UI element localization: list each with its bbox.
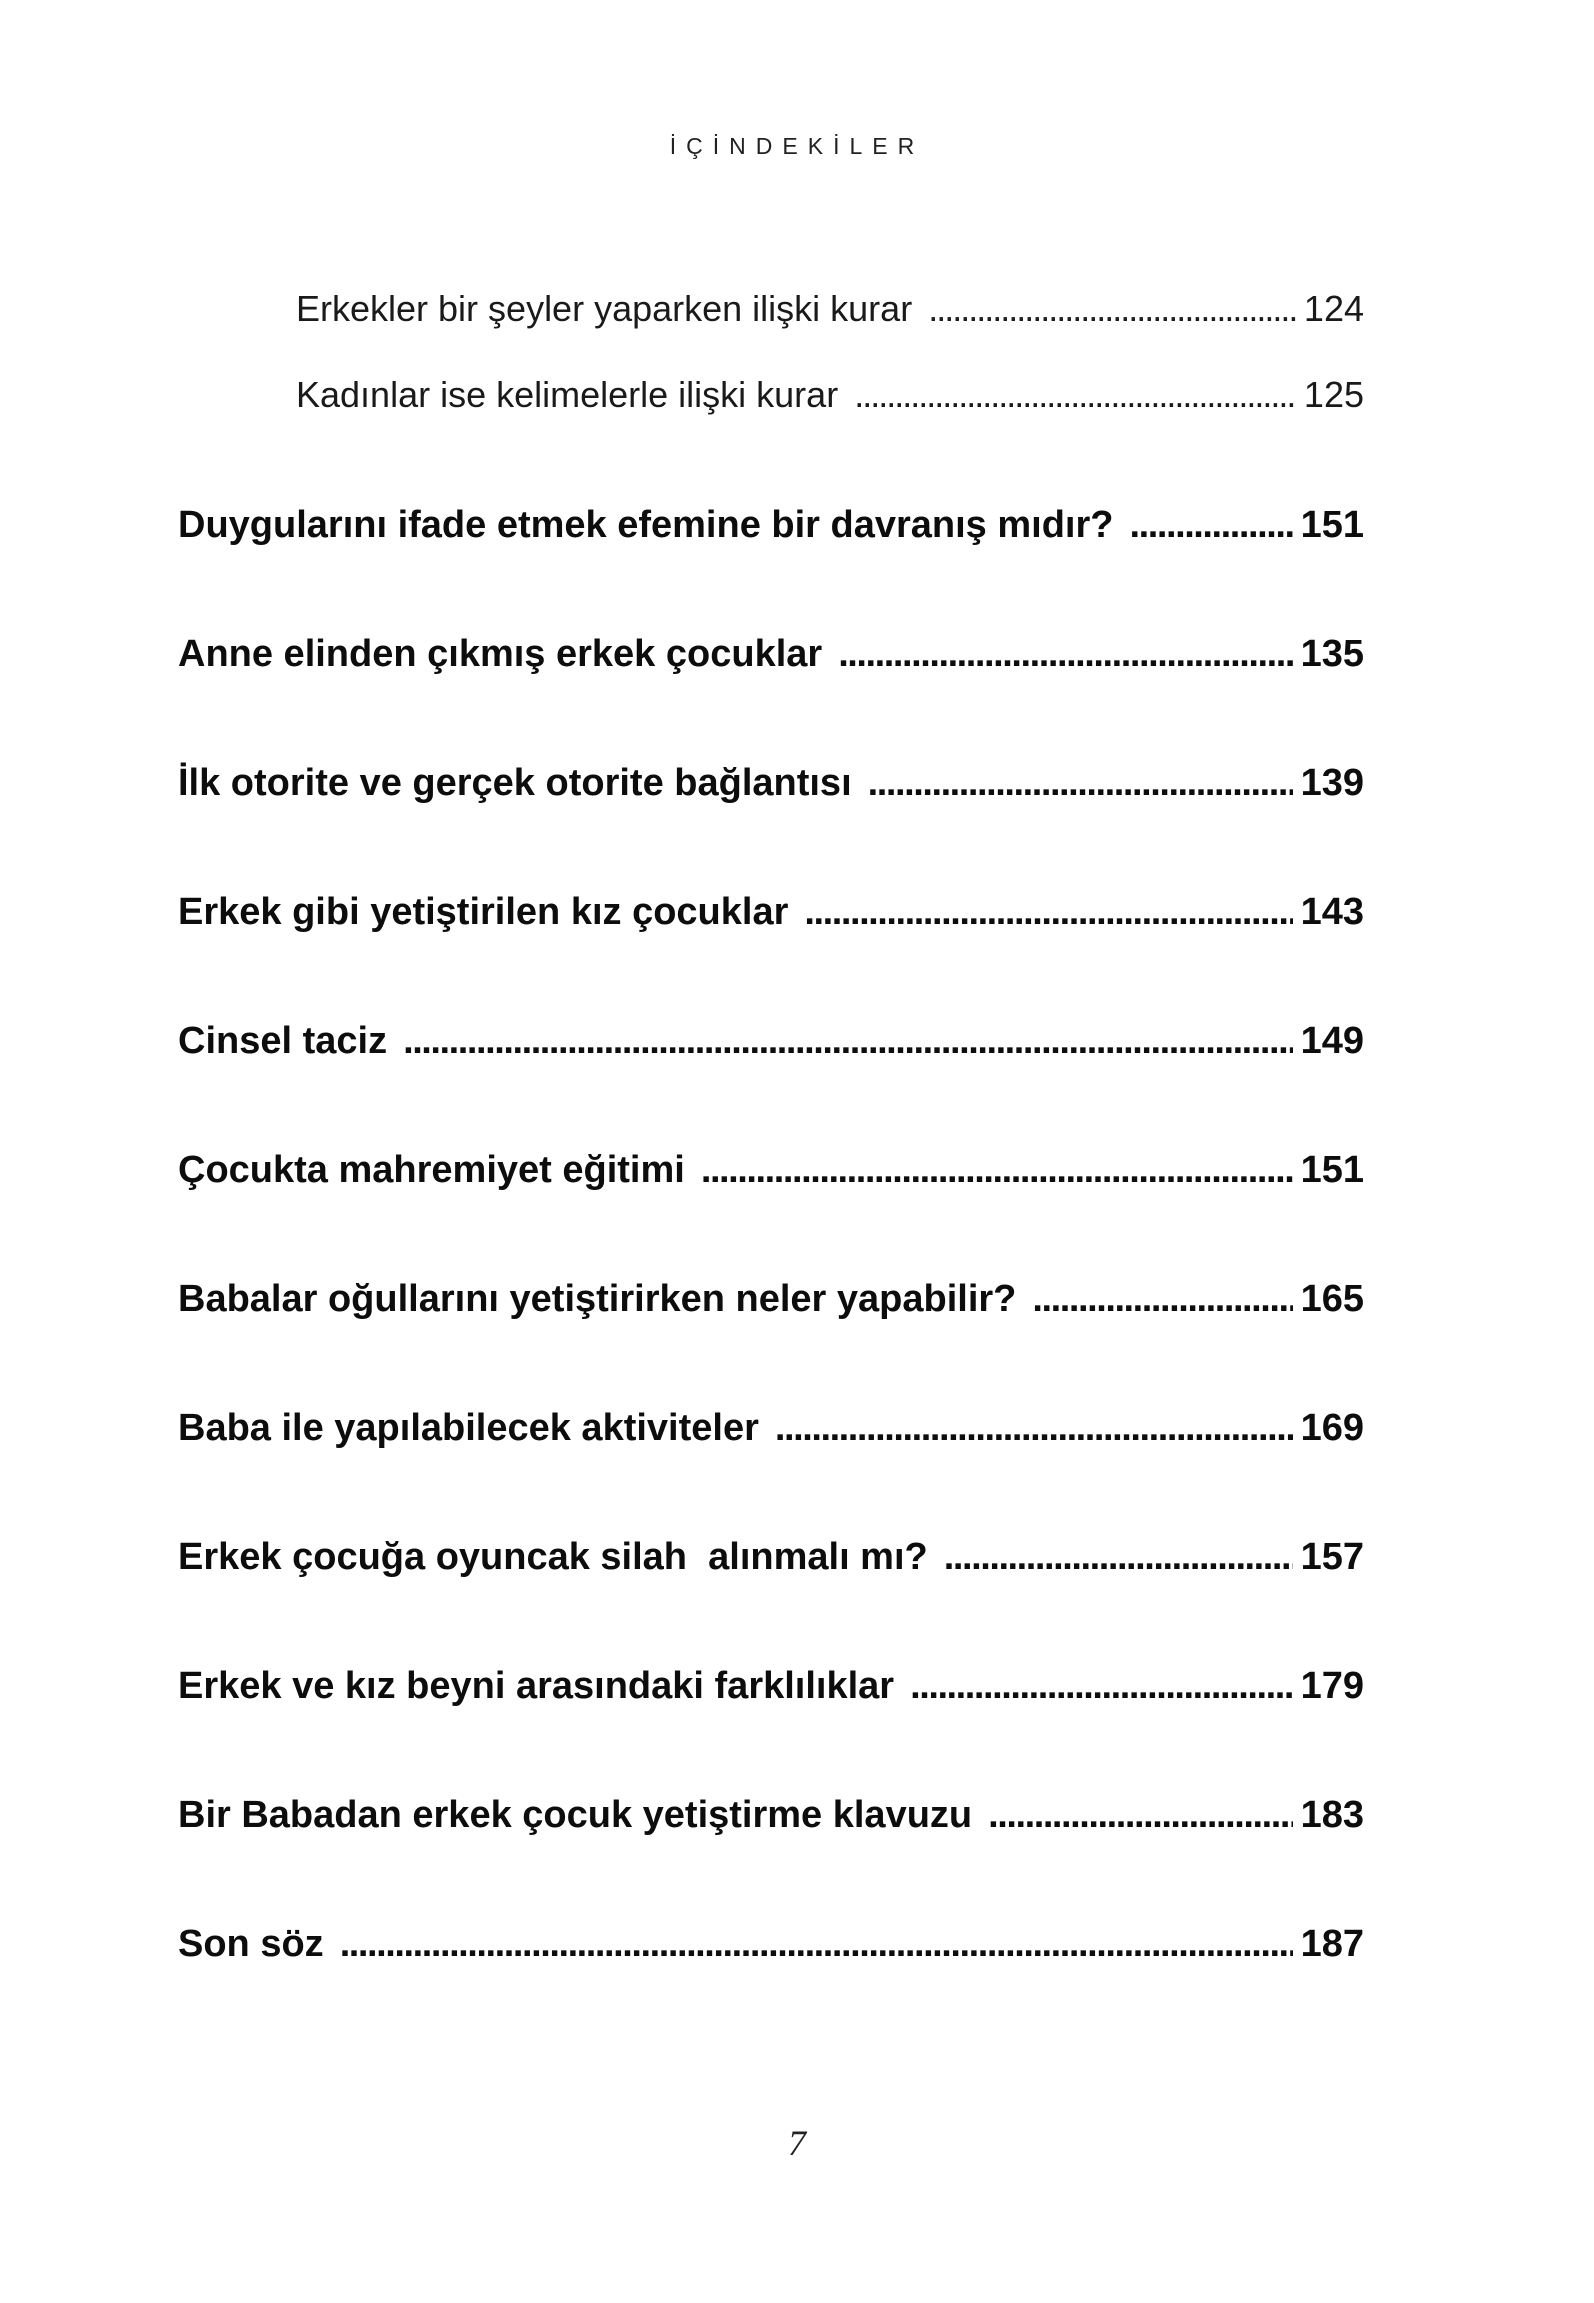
toc-entry-title: Çocukta mahremiyet eğitimi: [178, 1149, 685, 1191]
running-header: İÇİNDEKİLER: [669, 133, 925, 159]
toc-dot-leader: [775, 1407, 1293, 1450]
toc-entry-title: Son söz: [178, 1923, 324, 1965]
toc-dot-leader: [804, 891, 1292, 934]
toc-dot-leader: [854, 374, 1296, 416]
toc-entry-title: Kadınlar ise kelimelerle ilişki kurar: [296, 374, 839, 415]
toc-entry: [178, 633, 1364, 676]
toc-entry: [178, 504, 1364, 547]
toc-entry-page: 135: [1300, 633, 1364, 675]
toc-entry-title: Anne elinden çıkmış erkek çocuklar: [178, 633, 823, 675]
toc-entry: [178, 1278, 1364, 1321]
toc-entry: [296, 288, 1364, 330]
toc-entry-page: 125: [1303, 374, 1364, 415]
toc-entry: [178, 891, 1364, 934]
toc-entry-page: 165: [1300, 1278, 1364, 1320]
page-number: 7: [788, 2123, 806, 2163]
toc-entry-title: Erkek ve kız beyni arasındaki farklılıklar: [178, 1665, 895, 1707]
toc-dot-leader: [403, 1020, 1293, 1063]
toc-entry-page: 124: [1303, 288, 1364, 329]
toc-entry-title: İlk otorite ve gerçek otorite bağlantısı: [178, 762, 852, 804]
toc-entry-title: Babalar oğullarını yetiştirirken neler yapabilir?: [178, 1278, 1017, 1320]
toc-entry: [178, 1923, 1364, 1966]
toc-dot-leader: [340, 1923, 1293, 1966]
toc-entry-page: 151: [1300, 1149, 1364, 1191]
toc-entry-page: 157: [1300, 1536, 1364, 1578]
toc-entry: [178, 762, 1364, 805]
toc-entry-page: 143: [1300, 891, 1364, 933]
toc-dot-leader: [944, 1536, 1293, 1579]
toc-entry: [296, 374, 1364, 416]
toc-entry: [178, 1407, 1364, 1450]
toc-dot-leader: [910, 1665, 1293, 1708]
toc-entry-title: Erkek çocuğa oyuncak silah alınmalı mı?: [178, 1536, 928, 1578]
toc-dot-leader: [1032, 1278, 1292, 1321]
toc-dot-leader: [868, 762, 1293, 805]
toc-entry: [178, 1020, 1364, 1063]
toc-entry-title: Bir Babadan erkek çocuk yetiştirme klavuzu: [178, 1794, 973, 1836]
toc-dot-leader: [838, 633, 1292, 676]
toc-entry-page: 139: [1300, 762, 1364, 804]
toc-entry-page: 179: [1300, 1665, 1364, 1707]
toc-entry-page: 151: [1300, 504, 1364, 546]
toc-entry-page: 183: [1300, 1794, 1364, 1836]
toc-dot-leader: [1130, 504, 1293, 547]
toc-dot-leader: [988, 1794, 1292, 1837]
toc-entry-title: Erkek gibi yetiştirilen kız çocuklar: [178, 891, 789, 933]
toc-entry-page: 187: [1300, 1923, 1364, 1965]
toc-entry-title: Duygularını ifade etmek efemine bir davranış mıdır?: [178, 504, 1114, 546]
toc-dot-leader: [928, 288, 1296, 330]
toc-entry: [178, 1536, 1364, 1579]
toc-entry-title: Cinsel taciz: [178, 1020, 388, 1062]
toc-dot-leader: [701, 1149, 1293, 1192]
toc-entry-page: 149: [1300, 1020, 1364, 1062]
toc-entry: [178, 1794, 1364, 1837]
toc-entry-title: Erkekler bir şeyler yaparken ilişki kurar: [296, 288, 913, 329]
toc-entry-page: 169: [1300, 1407, 1364, 1449]
toc-entry-title: Baba ile yapılabilecek aktiviteler: [178, 1407, 759, 1449]
toc-entry: [178, 1665, 1364, 1708]
toc-entry: [178, 1149, 1364, 1192]
